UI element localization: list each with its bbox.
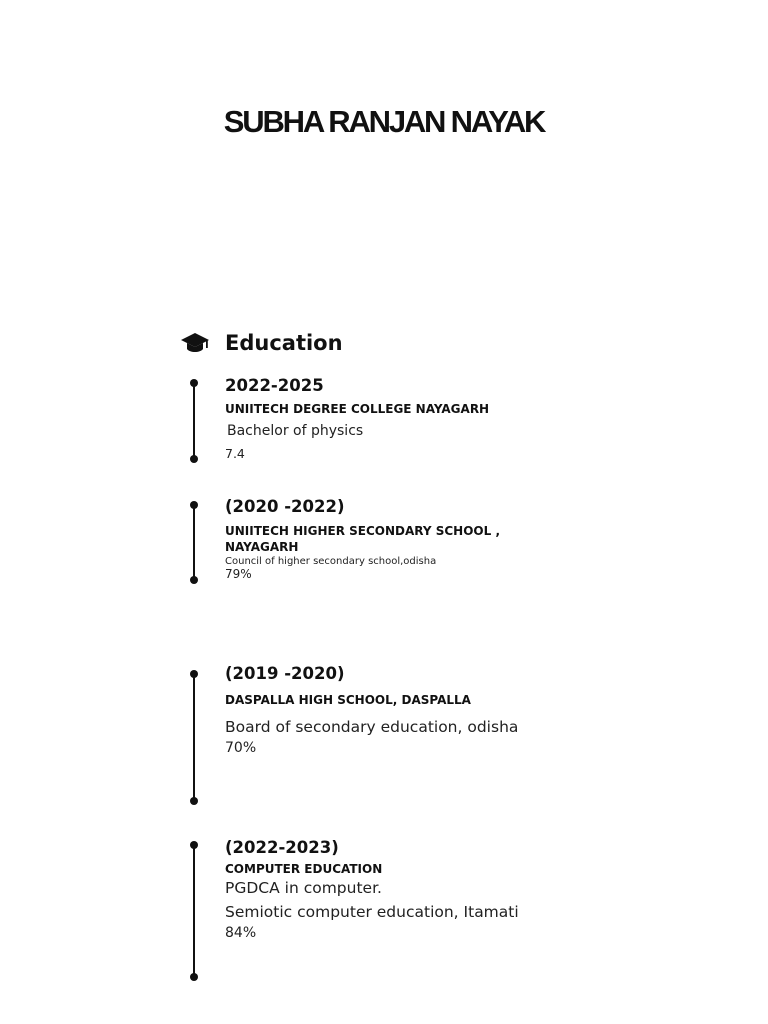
timeline-marker xyxy=(190,501,198,584)
education-entry xyxy=(225,497,605,580)
entry-score: 7.4 xyxy=(225,446,245,461)
entry-years: 2022-2025 xyxy=(225,376,324,395)
section-title: Education xyxy=(225,331,343,355)
education-entry xyxy=(225,376,605,464)
entry-institution: UNIITECH HIGHER SECONDARY SCHOOL , xyxy=(225,524,501,538)
entry-years: (2020 -2022) xyxy=(225,497,345,516)
entry-institution: COMPUTER EDUCATION xyxy=(225,862,383,876)
entry-institution: UNIITECH DEGREE COLLEGE NAYAGARH xyxy=(225,402,490,416)
entry-detail: Council of higher secondary school,odisha xyxy=(225,556,437,567)
education-entry xyxy=(225,664,605,758)
timeline-marker xyxy=(190,379,198,463)
entry-score: 79% xyxy=(225,567,252,581)
graduation-cap-icon xyxy=(180,331,210,355)
timeline-marker xyxy=(190,670,198,805)
timeline-marker xyxy=(190,841,198,981)
entry-detail: PGDCA in computer. xyxy=(225,879,382,897)
entry-institution-cont: NAYAGARH xyxy=(225,540,299,554)
entry-years: (2022-2023) xyxy=(225,838,339,857)
entry-score: 84% xyxy=(225,925,257,941)
resume-name: SUBHA RANJAN NAYAK xyxy=(223,104,545,139)
entry-detail: Bachelor of physics xyxy=(227,423,364,439)
education-entry xyxy=(225,838,605,943)
entry-score: 70% xyxy=(225,740,257,756)
entry-institution: DASPALLA HIGH SCHOOL, DASPALLA xyxy=(225,693,471,707)
education-section-header xyxy=(180,328,343,358)
entry-detail: Board of secondary education, odisha xyxy=(225,718,519,736)
entry-detail-2: Semiotic computer education, Itamati xyxy=(225,903,519,921)
entry-years: (2019 -2020) xyxy=(225,664,345,683)
